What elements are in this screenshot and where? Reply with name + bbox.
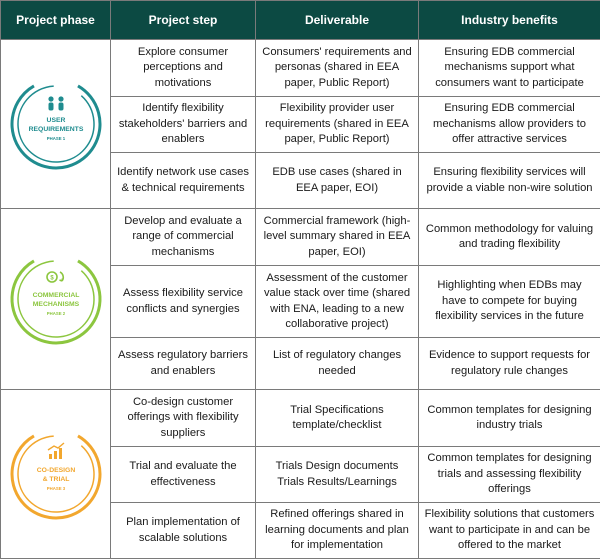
phase-1-line2: REQUIREMENTS bbox=[28, 126, 83, 133]
phase-1-sub: PHASE 1 bbox=[46, 136, 65, 141]
people-icon bbox=[48, 96, 63, 110]
phase-badge-cell bbox=[1, 390, 111, 559]
step-cell: Explore consumer perceptions and motivations bbox=[111, 40, 256, 97]
phase-3-sub: PHASE 3 bbox=[46, 486, 65, 491]
step-cell: Plan implementation of scalable solutions bbox=[111, 503, 256, 559]
benefit-cell: Flexibility solutions that customers want to participate in and can be offered to the market bbox=[419, 503, 600, 559]
svg-text:$: $ bbox=[49, 275, 54, 282]
header-deliverable: Deliverable bbox=[256, 1, 419, 40]
benefit-cell: Common methodology for valuing and trading flexibility bbox=[419, 209, 600, 266]
phase-2-line1: COMMERCIAL bbox=[32, 292, 79, 299]
header-industry-benefits: Industry benefits bbox=[419, 1, 600, 40]
step-cell: Assess regulatory barriers and enablers bbox=[111, 338, 256, 390]
phase-1-badge bbox=[8, 76, 104, 172]
phase-badge-cell bbox=[1, 40, 111, 209]
step-cell: Assess flexibility service conflicts and synergies bbox=[111, 266, 256, 338]
table-row bbox=[1, 209, 600, 266]
table-row bbox=[1, 40, 600, 97]
deliverable-cell: Commercial framework (high-level summary shared in EEA paper, EOI) bbox=[256, 209, 419, 266]
step-cell: Trial and evaluate the effectiveness bbox=[111, 447, 256, 503]
table-header-row bbox=[1, 1, 600, 40]
benefit-cell: Highlighting when EDBs may have to compete for buying flexibility services in the future bbox=[419, 266, 600, 338]
step-cell: Identify network use cases & technical requirements bbox=[111, 153, 256, 209]
growth-chart-icon bbox=[48, 443, 64, 459]
header-project-phase: Project phase bbox=[1, 1, 111, 40]
step-cell: Develop and evaluate a range of commercial mechanisms bbox=[111, 209, 256, 266]
benefit-cell: Ensuring EDB commercial mechanisms allow providers to offer attractive services bbox=[419, 97, 600, 153]
benefit-cell: Common templates for designing industry trials bbox=[419, 390, 600, 447]
table-row bbox=[1, 390, 600, 447]
benefit-cell: Ensuring flexibility services will provide a viable non-wire solution bbox=[419, 153, 600, 209]
benefit-cell: Common templates for designing trials and assessing flexibility offerings bbox=[419, 447, 600, 503]
deliverable-cell: Flexibility provider user requirements (shared in EEA paper, Public Report) bbox=[256, 97, 419, 153]
deliverable-cell: Consumers' requirements and personas (shared in EEA paper, Public Report) bbox=[256, 40, 419, 97]
benefit-cell: Ensuring EDB commercial mechanisms support what consumers want to participate bbox=[419, 40, 600, 97]
phase-3-line1: CO-DESIGN bbox=[36, 467, 75, 474]
deliverable-cell: Trial Specifications template/checklist bbox=[256, 390, 419, 447]
phase-2-line2: MECHANISMS bbox=[32, 301, 79, 308]
phase-3-badge bbox=[8, 426, 104, 522]
step-cell: Co-design customer offerings with flexibility suppliers bbox=[111, 390, 256, 447]
phase-3-line2: & TRIAL bbox=[42, 476, 69, 483]
deliverable-cell: Trials Design documents Trials Results/Learnings bbox=[256, 447, 419, 503]
header-project-step: Project step bbox=[111, 1, 256, 40]
deliverable-cell: List of regulatory changes needed bbox=[256, 338, 419, 390]
phase-2-badge bbox=[8, 251, 104, 347]
deliverable-cell: EDB use cases (shared in EEA paper, EOI) bbox=[256, 153, 419, 209]
phase-1-line1: USER bbox=[46, 117, 65, 124]
phase-2-sub: PHASE 2 bbox=[46, 311, 65, 316]
deliverable-cell: Assessment of the customer value stack over time (shared with ENA, leading to a new collaborative project) bbox=[256, 266, 419, 338]
step-cell: Identify flexibility stakeholders' barriers and enablers bbox=[111, 97, 256, 153]
phase-badge-cell bbox=[1, 209, 111, 390]
benefit-cell: Evidence to support requests for regulatory rule changes bbox=[419, 338, 600, 390]
deliverable-cell: Refined offerings shared in learning documents and plan for implementation bbox=[256, 503, 419, 559]
